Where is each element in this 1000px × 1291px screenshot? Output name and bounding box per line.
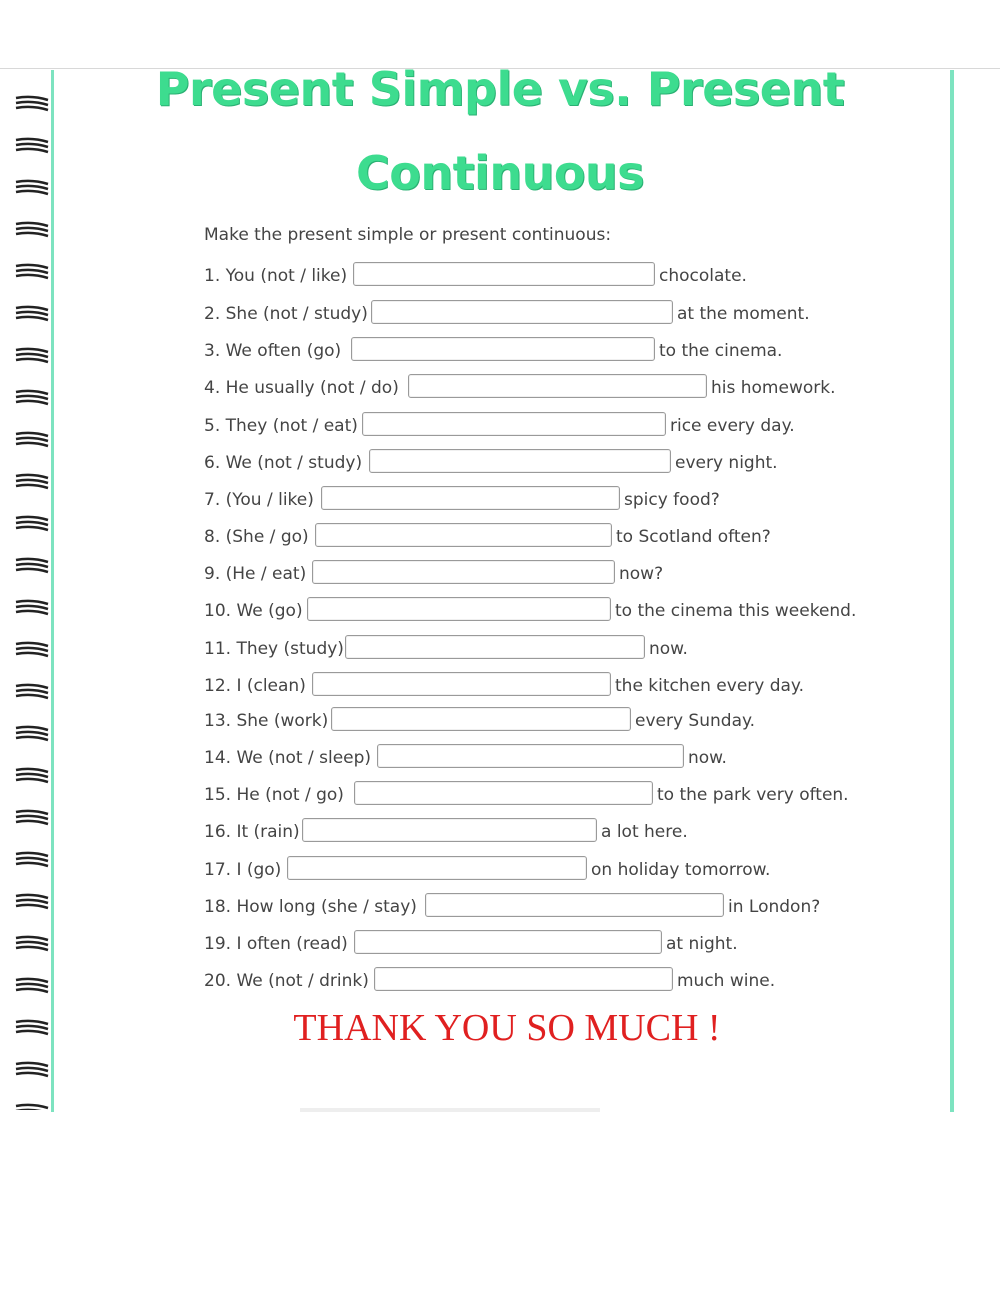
- instructions: Make the present simple or present continuous:: [204, 225, 612, 245]
- spiral-ring-icon: [16, 307, 48, 320]
- exercise-prompt: 4. He usually (not / do): [204, 378, 399, 398]
- answer-input[interactable]: [354, 930, 662, 954]
- spiral-ring-icon: [16, 769, 48, 782]
- exercise-suffix: spicy food?: [624, 490, 720, 510]
- exercise-row: [204, 707, 904, 735]
- exercise-prompt: 18. How long (she / stay): [204, 897, 417, 917]
- spiral-ring-icon: [16, 475, 48, 488]
- exercise-prompt: 8. (She / go): [204, 527, 309, 547]
- exercise-prompt: 19. I often (read): [204, 934, 348, 954]
- spiral-ring-icon: [16, 811, 48, 824]
- exercise-suffix: every night.: [675, 453, 778, 473]
- answer-input[interactable]: [377, 744, 684, 768]
- answer-input[interactable]: [315, 523, 612, 547]
- answer-input[interactable]: [374, 967, 673, 991]
- exercise-suffix: much wine.: [677, 971, 776, 991]
- spiral-ring-icon: [16, 181, 48, 194]
- exercise-prompt: 7. (You / like): [204, 490, 314, 510]
- spiral-ring-icon: [16, 979, 48, 992]
- answer-input[interactable]: [371, 300, 673, 324]
- exercise-row: [204, 374, 904, 402]
- exercise-row: [204, 635, 904, 663]
- exercise-prompt: 13. She (work): [204, 711, 329, 731]
- spiral-ring-icon: [16, 727, 48, 740]
- exercise-prompt: 20. We (not / drink): [204, 971, 369, 991]
- exercise-prompt: 5. They (not / eat): [204, 416, 358, 436]
- exercise-row: [204, 744, 904, 772]
- spiral-ring-icon: [16, 559, 48, 572]
- page-footer-shadow: [300, 1108, 600, 1112]
- exercise-suffix: now?: [619, 564, 664, 584]
- exercise-row: [204, 412, 904, 440]
- exercise-suffix: the kitchen every day.: [615, 676, 804, 696]
- exercise-prompt: 6. We (not / study): [204, 453, 363, 473]
- answer-input[interactable]: [425, 893, 724, 917]
- exercise-suffix: every Sunday.: [635, 711, 756, 731]
- exercise-prompt: 1. You (not / like): [204, 266, 348, 286]
- exercise-suffix: at night.: [666, 934, 738, 954]
- spiral-ring-icon: [16, 601, 48, 614]
- spiral-ring-icon: [16, 97, 48, 110]
- exercise-row: [204, 486, 904, 514]
- spiral-ring-icon: [16, 139, 48, 152]
- left-border: [51, 70, 54, 1112]
- exercise-suffix: chocolate.: [659, 266, 747, 286]
- exercise-prompt: 15. He (not / go): [204, 785, 344, 805]
- exercise-suffix: his homework.: [711, 378, 836, 398]
- answer-input[interactable]: [353, 262, 655, 286]
- page-title-line-1: Present Simple vs. Present: [155, 62, 845, 116]
- answer-input[interactable]: [369, 449, 671, 473]
- exercise-row: [204, 337, 904, 365]
- spiral-ring-icon: [16, 895, 48, 908]
- answer-input[interactable]: [312, 560, 615, 584]
- spiral-ring-icon: [16, 1063, 48, 1076]
- answer-input[interactable]: [287, 856, 587, 880]
- exercise-row: [204, 672, 904, 700]
- exercise-row: [204, 967, 904, 995]
- answer-input[interactable]: [312, 672, 611, 696]
- answer-input[interactable]: [307, 597, 611, 621]
- answer-input[interactable]: [362, 412, 666, 436]
- spiral-ring-icon: [16, 853, 48, 866]
- exercise-suffix: on holiday tomorrow.: [591, 860, 771, 880]
- spiral-ring-icon: [16, 685, 48, 698]
- closing-message: THANK YOU SO MUCH !: [293, 1007, 721, 1049]
- exercise-suffix: in London?: [728, 897, 821, 917]
- exercise-prompt: 3. We often (go): [204, 341, 342, 361]
- exercise-row: [204, 300, 904, 328]
- spiral-ring-icon: [16, 937, 48, 950]
- answer-input[interactable]: [354, 781, 653, 805]
- exercise-suffix: a lot here.: [601, 822, 688, 842]
- answer-input[interactable]: [345, 635, 645, 659]
- exercise-prompt: 9. (He / eat): [204, 564, 307, 584]
- answer-input[interactable]: [408, 374, 707, 398]
- exercise-row: [204, 449, 904, 477]
- exercise-suffix: to the cinema this weekend.: [615, 601, 857, 621]
- exercise-row: [204, 781, 904, 809]
- spiral-ring-icon: [16, 643, 48, 656]
- spiral-ring-icon: [16, 223, 48, 236]
- spiral-ring-icon: [16, 433, 48, 446]
- exercise-row: [204, 930, 904, 958]
- spiral-ring-icon: [16, 265, 48, 278]
- exercise-prompt: 12. I (clean): [204, 676, 306, 696]
- exercise-suffix: to the park very often.: [657, 785, 849, 805]
- exercise-row: [204, 597, 904, 625]
- exercise-suffix: rice every day.: [670, 416, 795, 436]
- spiral-ring-icon: [16, 517, 48, 530]
- right-border: [950, 70, 954, 1112]
- exercise-prompt: 14. We (not / sleep): [204, 748, 372, 768]
- exercise-suffix: now.: [649, 639, 688, 659]
- answer-input[interactable]: [351, 337, 655, 361]
- exercise-row: [204, 523, 904, 551]
- spiral-binding: [14, 70, 54, 1110]
- exercise-suffix: at the moment.: [677, 304, 810, 324]
- exercise-row: [204, 262, 904, 290]
- exercise-prompt: 10. We (go): [204, 601, 303, 621]
- exercise-prompt: 16. It (rain): [204, 822, 300, 842]
- exercise-row: [204, 560, 904, 588]
- answer-input[interactable]: [321, 486, 620, 510]
- exercise-suffix: now.: [688, 748, 727, 768]
- exercise-row: [204, 818, 904, 846]
- exercise-row: [204, 856, 904, 884]
- exercise-suffix: to Scotland often?: [616, 527, 771, 547]
- spiral-ring-icon: [16, 349, 48, 362]
- exercise-suffix: to the cinema.: [659, 341, 783, 361]
- page-title-line-2: Continuous: [355, 146, 645, 200]
- exercise-prompt: 2. She (not / study): [204, 304, 368, 324]
- answer-input[interactable]: [302, 818, 597, 842]
- exercise-prompt: 11. They (study): [204, 639, 344, 659]
- spiral-ring-icon: [16, 1021, 48, 1034]
- spiral-ring-icon: [16, 1105, 48, 1110]
- exercise-prompt: 17. I (go): [204, 860, 282, 880]
- spiral-ring-icon: [16, 391, 48, 404]
- answer-input[interactable]: [331, 707, 631, 731]
- exercise-row: [204, 893, 904, 921]
